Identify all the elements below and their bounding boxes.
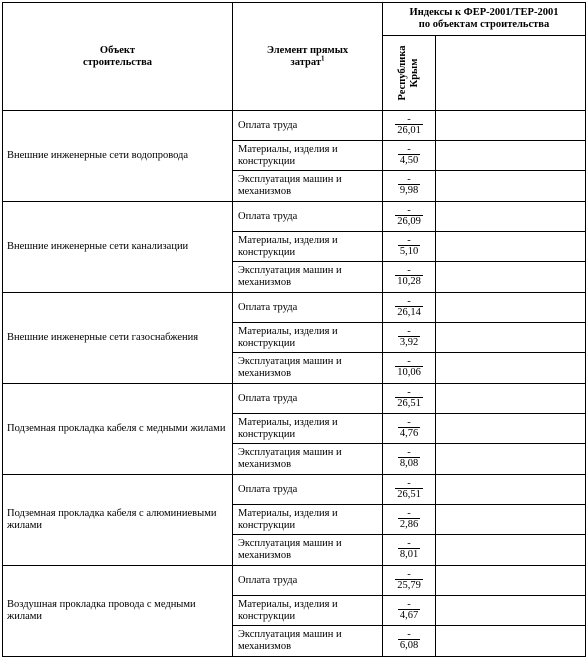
- index-cell: [383, 232, 586, 262]
- table-row: [3, 293, 586, 323]
- index-fraction: [398, 448, 420, 470]
- index-fraction: [398, 145, 420, 167]
- index-fraction: [395, 266, 423, 288]
- index-numerator: -: [407, 568, 411, 580]
- object-name: Подземная прокладка кабеля с медными жилами: [3, 384, 233, 475]
- index-value: 4,50: [399, 154, 419, 166]
- indices-title-line2: по объектам строительства: [418, 19, 550, 30]
- index-numerator: -: [407, 325, 411, 337]
- object-name: Воздушная прокладка провода с медными жилами: [3, 566, 233, 657]
- index-cell: [383, 384, 586, 414]
- index-value: 2,86: [399, 518, 419, 530]
- object-name: Внешние инженерные сети канализации: [3, 202, 233, 293]
- index-value: 4,76: [399, 427, 419, 439]
- cost-element: Эксплуатация машин и механизмов: [233, 353, 383, 384]
- index-cell: [383, 262, 586, 293]
- index-value: 3,92: [399, 336, 419, 348]
- index-fraction: [398, 418, 420, 440]
- object-column-header: [3, 3, 233, 111]
- element-header-line1: Элемент прямых: [266, 44, 349, 56]
- index-numerator: -: [407, 416, 411, 428]
- index-cell: [383, 626, 586, 657]
- object-name: Подземная прокладка кабеля с алюминиевыми жилами: [3, 475, 233, 566]
- index-cell: [383, 111, 586, 141]
- cost-element: Материалы, изделия и конструкции: [233, 141, 383, 171]
- cost-element: Эксплуатация машин и механизмов: [233, 262, 383, 293]
- index-value: 6,08: [399, 640, 419, 651]
- index-fraction: [395, 479, 423, 501]
- object-header-line2: строительства: [82, 56, 153, 68]
- index-value: 10,28: [397, 276, 421, 287]
- index-numerator: -: [407, 629, 411, 640]
- index-cell: [383, 535, 586, 566]
- index-value: 25,79: [397, 579, 421, 591]
- index-fraction: [395, 115, 423, 137]
- region-column-header: [383, 36, 586, 111]
- cost-element: Оплата труда: [233, 566, 383, 596]
- index-value: 10,06: [397, 367, 421, 378]
- index-numerator: -: [407, 356, 411, 367]
- index-value: 26,14: [397, 306, 421, 318]
- object-name: Внешние инженерные сети газоснабжения: [3, 293, 233, 384]
- table-row: [3, 475, 586, 505]
- element-column-header: [233, 3, 383, 111]
- index-fraction: [398, 600, 420, 622]
- index-fraction: [398, 539, 420, 561]
- index-cell: [383, 353, 586, 384]
- cost-element: Эксплуатация машин и механизмов: [233, 626, 383, 657]
- index-numerator: -: [407, 143, 411, 155]
- index-fraction: [395, 357, 423, 379]
- cost-element: Материалы, изделия и конструкции: [233, 232, 383, 262]
- index-value: 5,10: [399, 245, 419, 257]
- index-fraction: [398, 630, 420, 652]
- index-cell: [383, 505, 586, 535]
- index-cell: [383, 414, 586, 444]
- indices-column-header: [383, 3, 586, 36]
- object-name: Внешние инженерные сети водопровода: [3, 111, 233, 202]
- index-value: 8,01: [399, 549, 419, 560]
- index-cell: [383, 202, 586, 232]
- index-numerator: -: [407, 174, 411, 185]
- index-value: 26,51: [397, 397, 421, 409]
- cost-element: Оплата труда: [233, 475, 383, 505]
- cost-element: Эксплуатация машин и механизмов: [233, 444, 383, 475]
- index-cell: [383, 475, 586, 505]
- table-row: [3, 566, 586, 596]
- table-row: [3, 384, 586, 414]
- index-numerator: -: [407, 507, 411, 519]
- index-numerator: -: [407, 598, 411, 610]
- index-numerator: -: [407, 386, 411, 398]
- index-cell: [383, 566, 586, 596]
- index-numerator: -: [407, 113, 411, 125]
- index-fraction: [395, 297, 423, 319]
- table-row: [3, 111, 586, 141]
- index-numerator: -: [407, 538, 411, 549]
- cost-element: Оплата труда: [233, 111, 383, 141]
- indices-table: [2, 2, 586, 657]
- object-header-line1: Объект: [99, 44, 136, 56]
- index-cell: [383, 293, 586, 323]
- index-cell: [383, 444, 586, 475]
- index-numerator: -: [407, 234, 411, 246]
- index-value: 26,51: [397, 488, 421, 500]
- index-fraction: [398, 509, 420, 531]
- index-cell: [383, 596, 586, 626]
- index-cell: [383, 171, 586, 202]
- index-numerator: -: [407, 204, 411, 216]
- cost-element: Оплата труда: [233, 202, 383, 232]
- index-fraction: [398, 327, 420, 349]
- table-row: [3, 202, 586, 232]
- cost-element: Материалы, изделия и конструкции: [233, 323, 383, 353]
- index-numerator: -: [407, 477, 411, 489]
- index-value: 26,01: [397, 124, 421, 136]
- cost-element: Материалы, изделия и конструкции: [233, 596, 383, 626]
- index-fraction: [398, 175, 420, 197]
- cost-element: Эксплуатация машин и механизмов: [233, 171, 383, 202]
- element-header-line2: затрат: [290, 56, 321, 68]
- index-numerator: -: [407, 265, 411, 276]
- index-value: 8,08: [399, 458, 419, 469]
- cost-element: Материалы, изделия и конструкции: [233, 505, 383, 535]
- index-numerator: -: [407, 295, 411, 307]
- index-value: 9,98: [399, 185, 419, 196]
- index-fraction: [395, 388, 423, 410]
- cost-element: Оплата труда: [233, 384, 383, 414]
- index-fraction: [398, 236, 420, 258]
- index-fraction: [395, 570, 423, 592]
- footnote-marker: 1: [320, 54, 325, 62]
- cost-element: Оплата труда: [233, 293, 383, 323]
- indices-title-line1: Индексы к ФЕР-2001/ТЕР-2001: [409, 7, 559, 18]
- cost-element: Материалы, изделия и конструкции: [233, 414, 383, 444]
- region-label: Республика Крым: [397, 45, 420, 101]
- cost-element: Эксплуатация машин и механизмов: [233, 535, 383, 566]
- index-numerator: -: [407, 447, 411, 458]
- index-value: 26,09: [397, 215, 421, 227]
- index-fraction: [395, 206, 423, 228]
- index-cell: [383, 141, 586, 171]
- index-value: 4,67: [399, 609, 419, 621]
- index-cell: [383, 323, 586, 353]
